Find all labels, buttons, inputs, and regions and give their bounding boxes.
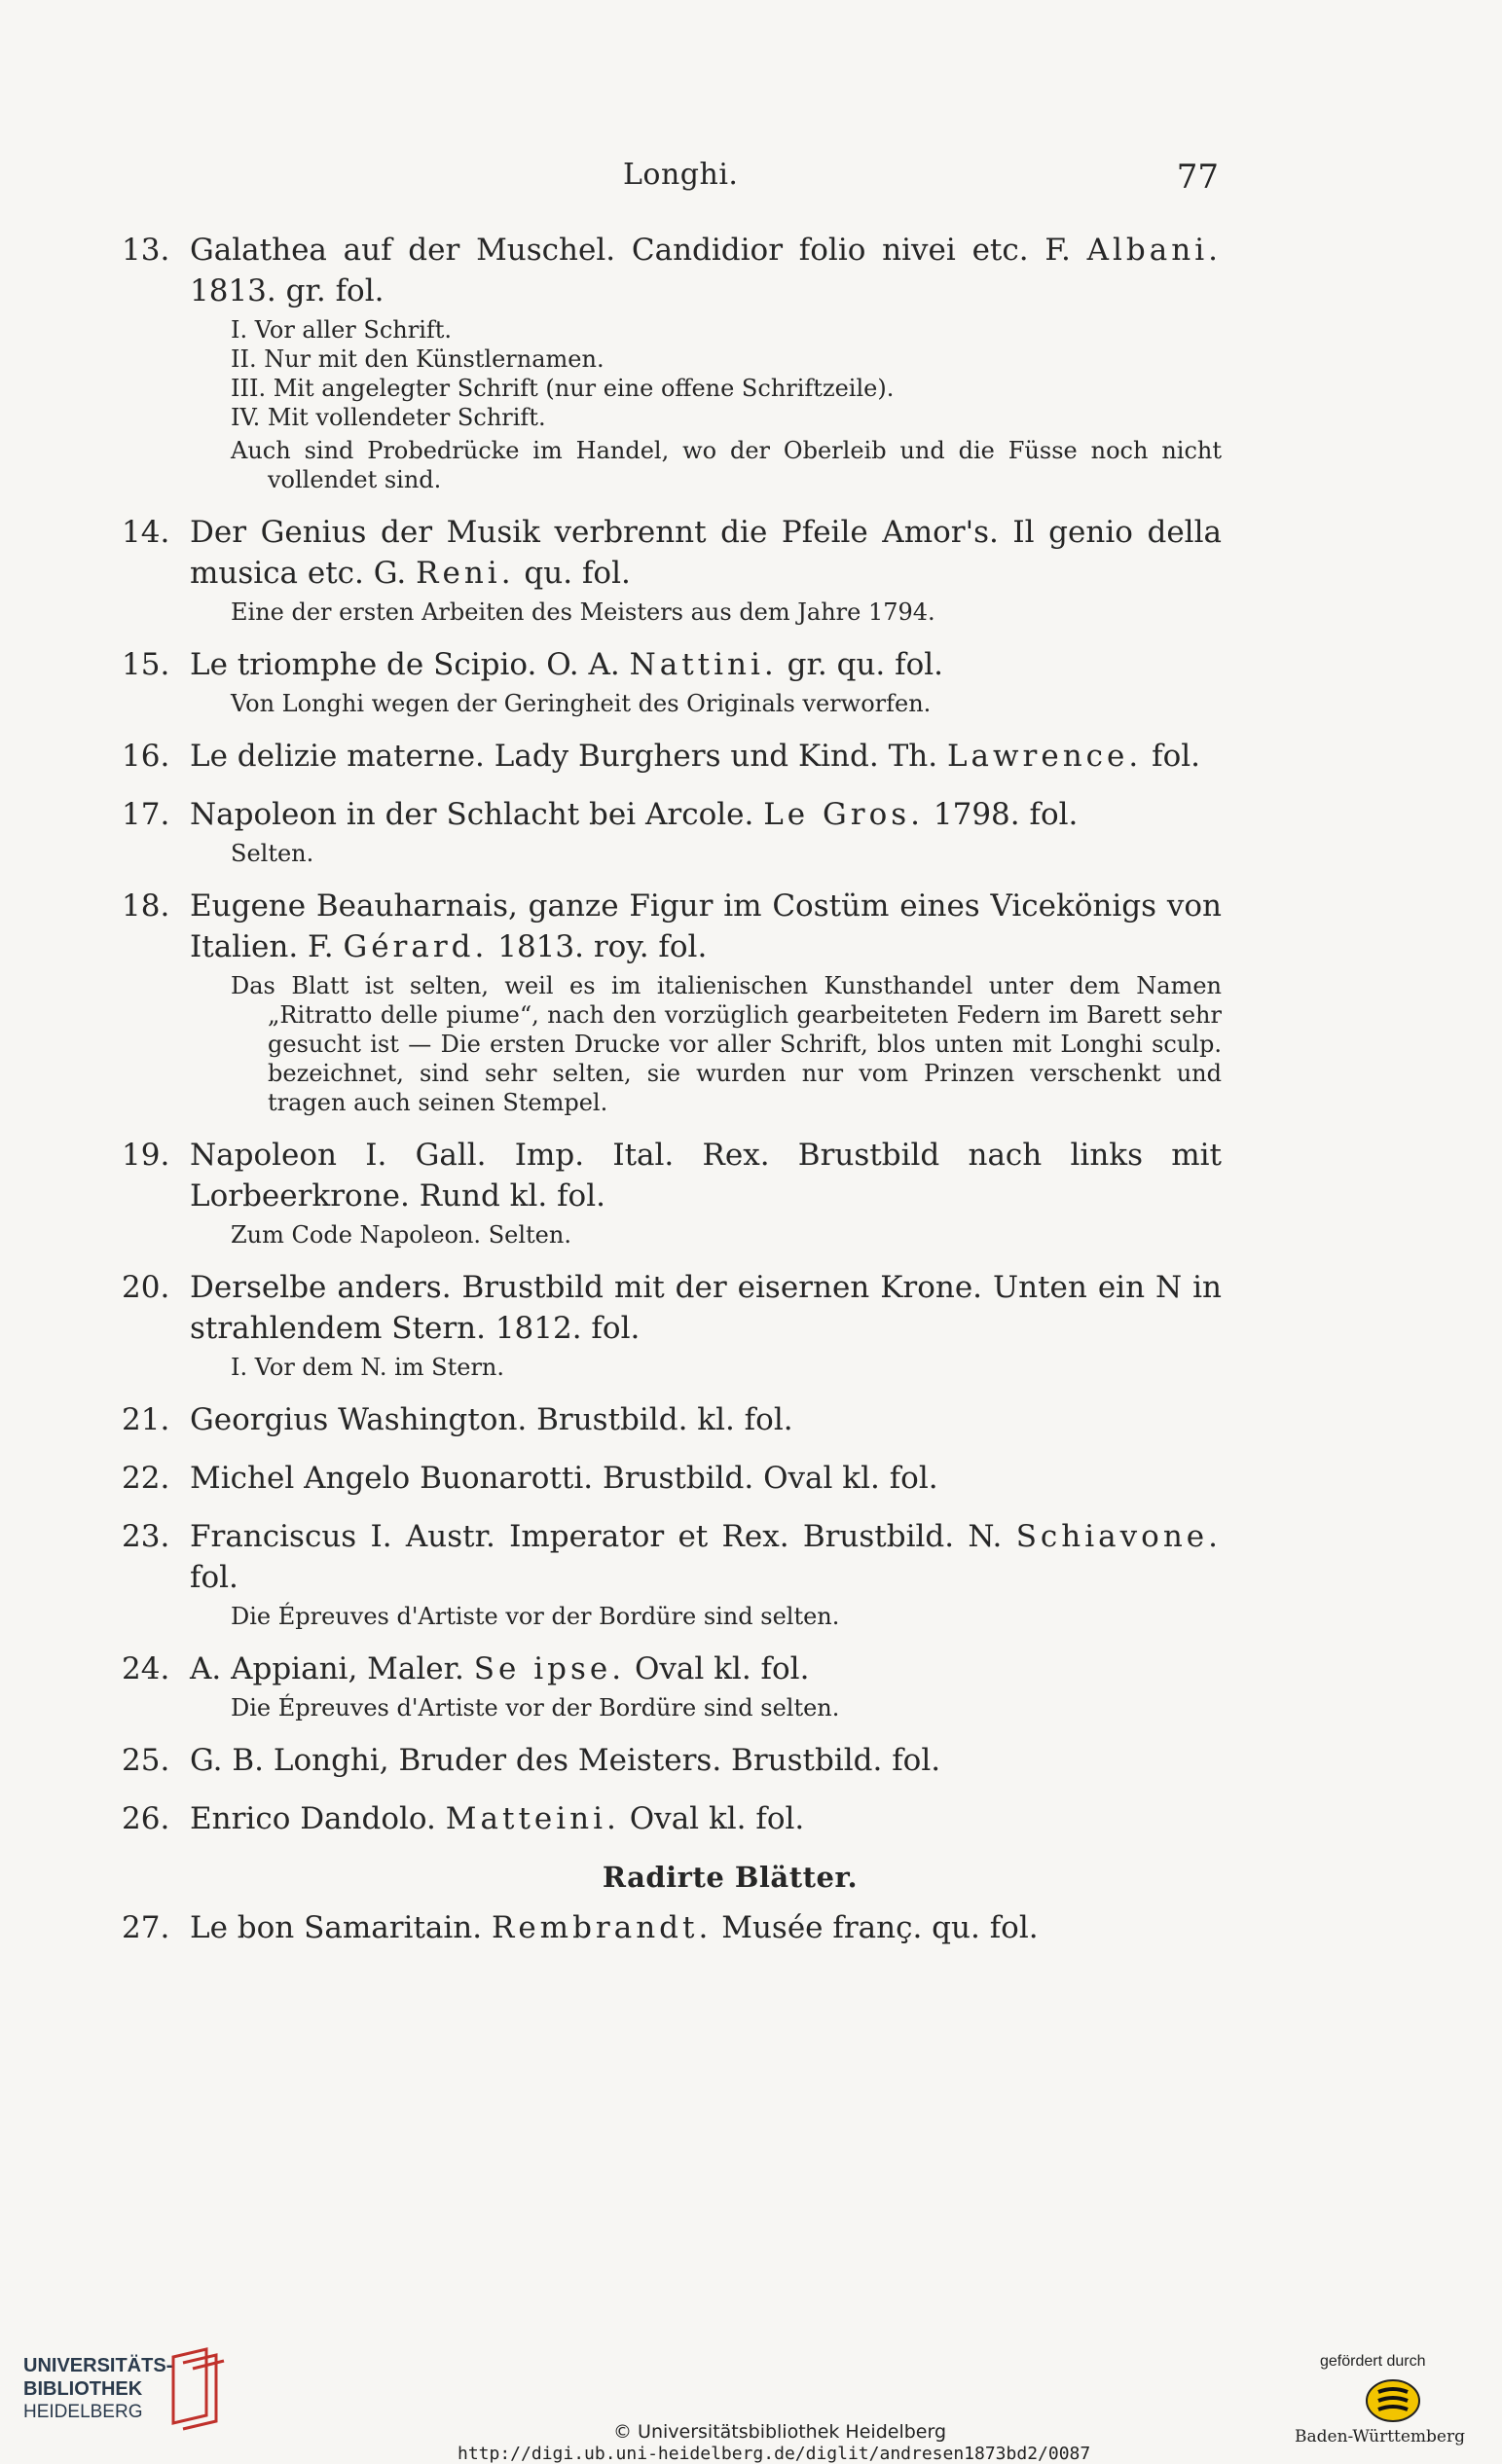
entry-text bbox=[122, 736, 1222, 777]
entry-title: Napoleon I. Gall. Imp. Ital. Rex. Brustbild nach links mit Lorbeerkrone. Rund kl. fol. bbox=[190, 1138, 1222, 1214]
library-emblem-icon bbox=[167, 2347, 228, 2431]
entry-title: Georgius Washington. Brustbild. kl. fol. bbox=[190, 1402, 793, 1437]
catalogue-entry bbox=[122, 230, 1222, 494]
state-item: III. Mit angelegter Schrift (nur eine offene Schriftzeile). bbox=[231, 375, 895, 402]
entry-note: Selten. bbox=[231, 840, 314, 867]
catalogue-entry bbox=[122, 736, 1222, 777]
state-item: II. Nur mit den Künstlernamen. bbox=[231, 345, 604, 373]
catalogue-entry bbox=[122, 886, 1222, 1117]
entry-text bbox=[122, 1798, 1222, 1839]
entry-note: Eine der ersten Arbeiten des Meisters aus dem Jahre 1794. bbox=[231, 598, 935, 626]
entry-number: 25. bbox=[122, 1743, 170, 1778]
sponsor-logo bbox=[1295, 2353, 1489, 2450]
entry-title: Franciscus I. Austr. Imperator et Rex. Brustbild. N. bbox=[190, 1519, 1003, 1554]
catalogue-entry bbox=[122, 1267, 1222, 1382]
state-item: IV. Mit vollendeter Schrift. bbox=[231, 404, 546, 431]
running-title: Longhi. bbox=[623, 158, 739, 192]
catalogue-entry bbox=[122, 644, 1222, 718]
entry-number: 15. bbox=[122, 647, 170, 682]
catalogue-entry bbox=[122, 794, 1222, 868]
entry-format: 1813. roy. fol. bbox=[497, 929, 708, 964]
entry-artist: Albani. bbox=[1086, 233, 1222, 268]
entry-title: G. B. Longhi, Bruder des Meisters. Brustbild. fol. bbox=[190, 1743, 941, 1778]
entry-title: A. Appiani, Maler. bbox=[190, 1651, 464, 1686]
entry-number: 18. bbox=[122, 888, 170, 924]
catalogue-body bbox=[122, 230, 1222, 1948]
library-name-line2: BIBLIOTHEK bbox=[23, 2378, 143, 2400]
entry-format: gr. qu. fol. bbox=[787, 647, 944, 682]
entry-title: Napoleon in der Schlacht bei Arcole. bbox=[190, 797, 754, 832]
entry-text bbox=[122, 1267, 1222, 1349]
entry-text bbox=[122, 1907, 1222, 1948]
entry-number: 26. bbox=[122, 1801, 170, 1836]
catalogue-entry bbox=[122, 1649, 1222, 1722]
catalogue-entry bbox=[122, 1458, 1222, 1499]
library-logo bbox=[23, 2347, 228, 2435]
entry-artist: Le Gros. bbox=[763, 797, 925, 832]
entry-number: 21. bbox=[122, 1402, 170, 1437]
entry-title: Der Genius der Musik verbrennt die Pfeile Amor's. Il genio della musica etc. G. bbox=[190, 515, 1222, 591]
state-item: I. Vor aller Schrift. bbox=[231, 316, 453, 344]
entry-list bbox=[122, 230, 1222, 1839]
entry-artist: Matteini. bbox=[445, 1801, 620, 1836]
entry-number: 27. bbox=[122, 1910, 170, 1945]
entry-text bbox=[122, 1516, 1222, 1598]
sponsor-label: gefördert durch bbox=[1320, 2353, 1426, 2370]
source-url[interactable]: http://digi.ub.uni-heidelberg.de/diglit/andresen1873bd2/0087 bbox=[458, 2444, 1091, 2464]
entry-format: 1813. gr. fol. bbox=[190, 273, 385, 308]
state-list bbox=[122, 315, 1222, 432]
entry-format: 1798. fol. bbox=[933, 797, 1079, 832]
entry-artist: Reni. bbox=[416, 556, 515, 591]
entry-note: Zum Code Napoleon. Selten. bbox=[231, 1221, 571, 1249]
entry-title: Galathea auf der Muschel. Candidior folio nivei etc. F. bbox=[190, 233, 1071, 268]
entry-note: Auch sind Probedrücke im Handel, wo der Oberleib und die Füsse noch nicht vollendet sind. bbox=[231, 437, 1222, 493]
entry-text bbox=[122, 886, 1222, 967]
entry-note: Von Longhi wegen der Geringheit des Originals verworfen. bbox=[231, 690, 932, 717]
entry-format: fol. bbox=[1152, 739, 1200, 774]
entry-note: I. Vor dem N. im Stern. bbox=[231, 1354, 505, 1381]
catalogue-entry bbox=[122, 1740, 1222, 1781]
entry-format: qu. fol. bbox=[524, 556, 631, 591]
entry-artist: Rembrandt. bbox=[491, 1910, 713, 1945]
entry-title: Michel Angelo Buonarotti. Brustbild. Oval kl. fol. bbox=[190, 1461, 938, 1496]
entry-number: 13. bbox=[122, 233, 170, 268]
entry-note: Die Épreuves d'Artiste vor der Bordüre sind selten. bbox=[231, 1694, 840, 1721]
entry-artist: Schiavone. bbox=[1015, 1519, 1222, 1554]
entry-title: Le triomphe de Scipio. O. A. bbox=[190, 647, 620, 682]
entry-text bbox=[122, 794, 1222, 835]
catalogue-entry bbox=[122, 1907, 1222, 1948]
entry-artist: Lawrence. bbox=[946, 739, 1143, 774]
entry-text bbox=[122, 1649, 1222, 1689]
entry-format: Musée franç. qu. fol. bbox=[721, 1910, 1039, 1945]
running-header bbox=[623, 158, 1219, 204]
entry-text bbox=[122, 512, 1222, 594]
entry-number: 24. bbox=[122, 1651, 170, 1686]
entry-number: 17. bbox=[122, 797, 170, 832]
entry-artist: Gérard. bbox=[343, 929, 489, 964]
entry-title: Derselbe anders. Brustbild mit der eisernen Krone. Unten ein N in strahlendem Stern. 1812. fol. bbox=[190, 1270, 1222, 1346]
entry-number: 16. bbox=[122, 739, 170, 774]
sponsor-name: Baden-Württemberg bbox=[1295, 2427, 1465, 2446]
entry-text bbox=[122, 1740, 1222, 1781]
entry-title: Le bon Samaritain. bbox=[190, 1910, 483, 1945]
entry-format: Oval kl. fol. bbox=[629, 1801, 805, 1836]
entry-artist: Se ipse. bbox=[473, 1651, 626, 1686]
entry-note: Die Épreuves d'Artiste vor der Bordüre sind selten. bbox=[231, 1603, 840, 1630]
entry-title: Enrico Dandolo. bbox=[190, 1801, 436, 1836]
section-heading: Radirte Blätter. bbox=[602, 1861, 859, 1894]
catalogue-entry bbox=[122, 1516, 1222, 1631]
entry-text bbox=[122, 230, 1222, 311]
entry-text bbox=[122, 1399, 1222, 1440]
library-name-line3: HEIDELBERG bbox=[23, 2402, 143, 2422]
entry-artist: Nattini. bbox=[629, 647, 778, 682]
page-number: 77 bbox=[1176, 158, 1219, 197]
library-name-line1: UNIVERSITÄTS- bbox=[23, 2355, 173, 2376]
entry-number: 19. bbox=[122, 1138, 170, 1173]
entry-number: 14. bbox=[122, 515, 170, 550]
catalogue-entry bbox=[122, 1399, 1222, 1440]
coat-of-arms-icon bbox=[1365, 2378, 1421, 2423]
entry-text bbox=[122, 644, 1222, 685]
catalogue-entry bbox=[122, 1135, 1222, 1250]
entry-title: Le delizie materne. Lady Burghers und Kind. Th. bbox=[190, 739, 938, 774]
catalogue-entry bbox=[122, 512, 1222, 627]
entry-format: fol. bbox=[190, 1560, 238, 1595]
copyright-notice: © Universitätsbibliothek Heidelberg bbox=[613, 2421, 947, 2443]
entry-format: Oval kl. fol. bbox=[634, 1651, 810, 1686]
entry-number: 22. bbox=[122, 1461, 170, 1496]
entry-title: Eugene Beauharnais, ganze Figur im Costüm eines Vicekönigs von Italien. F. bbox=[190, 888, 1222, 964]
entry-number: 20. bbox=[122, 1270, 170, 1305]
entry-text bbox=[122, 1135, 1222, 1216]
entry-number: 23. bbox=[122, 1519, 170, 1554]
catalogue-entry bbox=[122, 1798, 1222, 1839]
entry-note: Das Blatt ist selten, weil es im italienischen Kunsthandel unter dem Namen „Ritratto delle piume“, nach den vorzüglich gearbeiteten Federn im Barett sehr gesucht ist — Die ersten Drucke vor aller Schrift, blos unten mit Longhi sculp. bezeichnet, sind sehr selten, sie wurden nur vom Prinzen verschenkt und tragen auch seinen Stempel. bbox=[231, 972, 1222, 1116]
entry-text bbox=[122, 1458, 1222, 1499]
